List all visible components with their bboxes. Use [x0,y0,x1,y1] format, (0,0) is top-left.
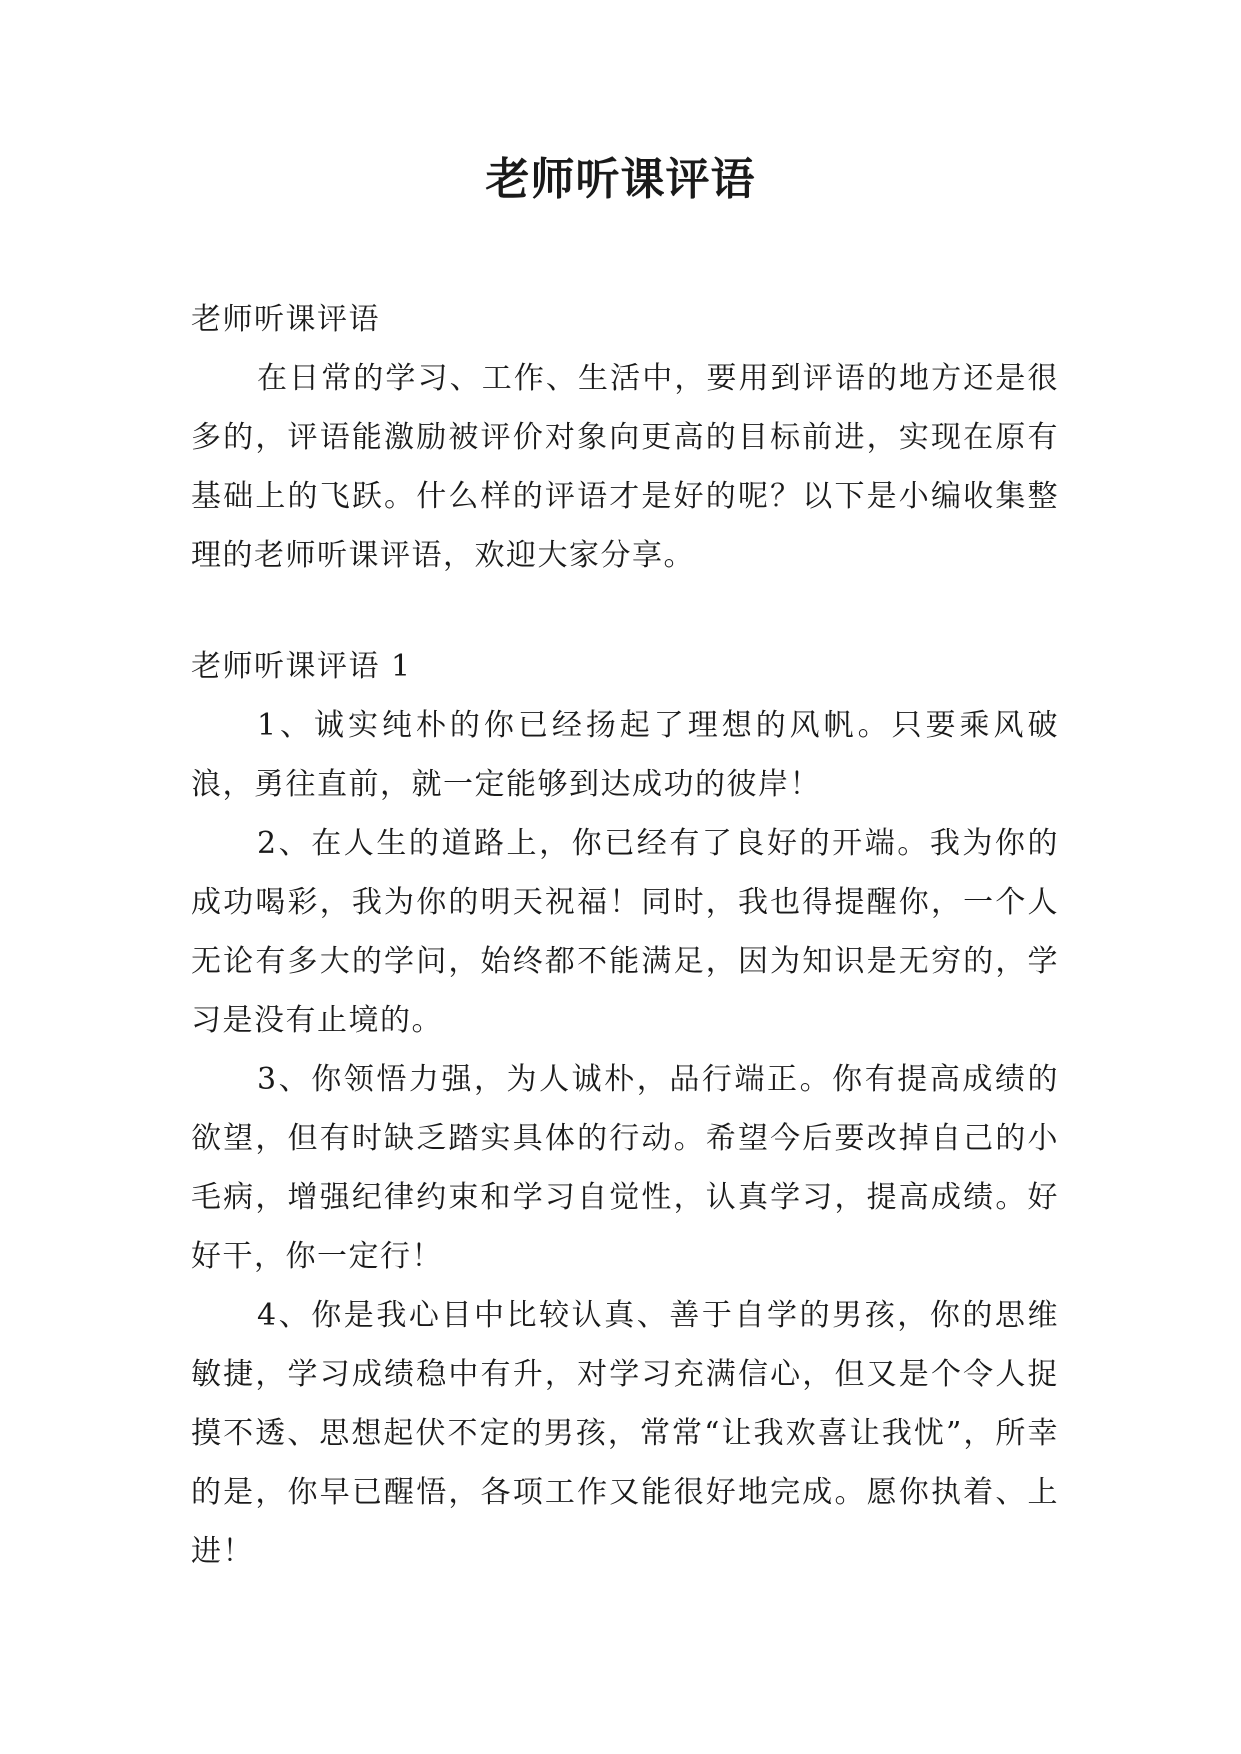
comment-item-1: 1、诚实纯朴的你已经扬起了理想的风帆。只要乘风破浪，勇往直前，就一定能够到达成功的彼岸！ [191,708,1059,802]
comment-item-4: 4、你是我心目中比较认真、善于自学的男孩，你的思维敏捷，学习成绩稳中有升，对学习充满信心，但又是个令人捉摸不透、思想起伏不定的男孩，常常“让我欢喜让我忧”，所幸的是，你早已醒悟，各项工作又能很好地完成。愿你执着、上进！ [191,1298,1059,1569]
comment-item-2: 2、在人生的道路上，你已经有了良好的开端。我为你的成功喝彩，我为你的明天祝福！同时，我也得提醒你，一个人无论有多大的学问，始终都不能满足，因为知识是无穷的，学习是没有止境的。 [191,826,1059,1038]
document-body [191,290,1059,1581]
section-heading: 老师听课评语 1 [191,649,412,684]
comment-item-3: 3、你领悟力强，为人诚朴，品行端正。你有提高成绩的欲望，但有时缺乏踏实具体的行动。希望今后要改掉自己的小毛病，增强纪律约束和学习自觉性，认真学习，提高成绩。好好干，你一定行！ [191,1062,1059,1274]
document-subtitle: 老师听课评语 [191,302,380,337]
intro-paragraph: 在日常的学习、工作、生活中，要用到评语的地方还是很多的，评语能激励被评价对象向更高的目标前进，实现在原有基础上的飞跃。什么样的评语才是好的呢？以下是小编收集整理的老师听课评语，欢迎大家分享。 [191,361,1059,573]
document-title: 老师听课评语 [485,154,756,205]
